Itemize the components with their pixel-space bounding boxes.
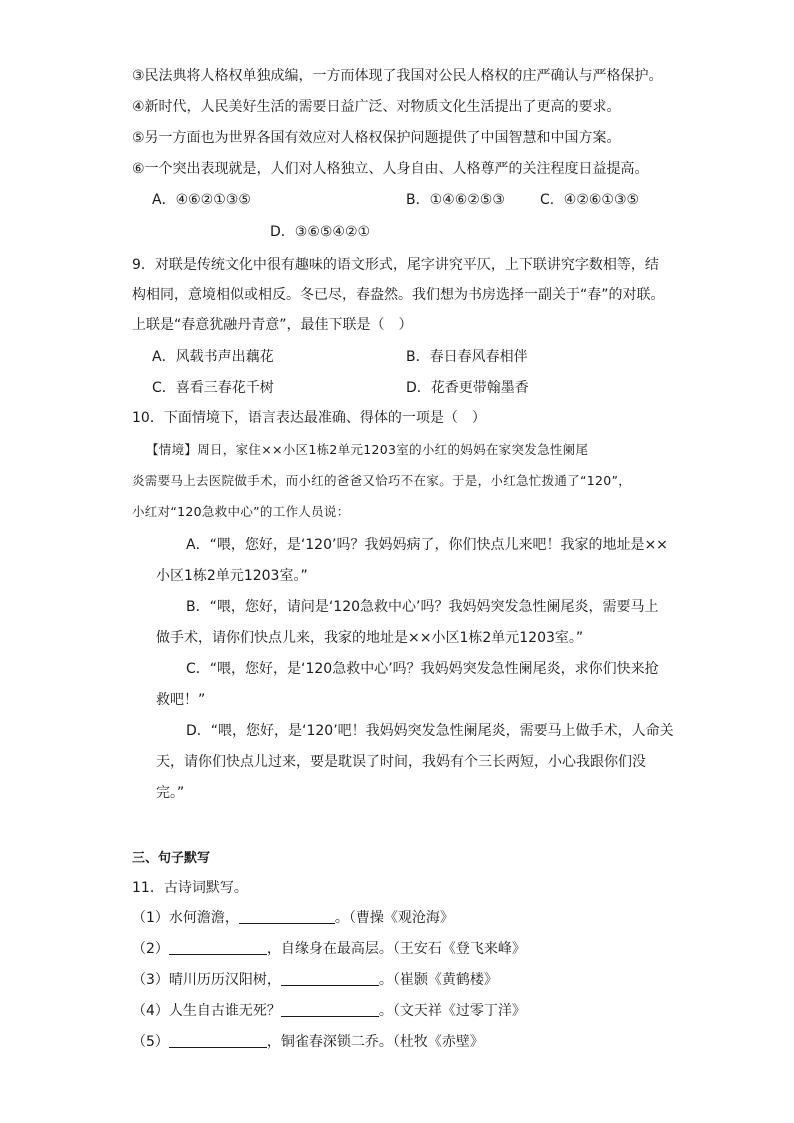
item-number: （2） bbox=[132, 941, 169, 957]
item-after-text: 。（崔颢《黄鹤楼》 bbox=[378, 972, 498, 988]
answer-blank[interactable] bbox=[281, 970, 379, 986]
item-before-text: 晴川历历汉阳树， bbox=[168, 972, 281, 988]
q10-option-c-line-2[interactable]: 救吧！” bbox=[156, 692, 206, 708]
item-number: （1） bbox=[132, 910, 169, 926]
item-number: （4） bbox=[132, 1003, 169, 1019]
q8-item-3: ③民法典将人格权单独成编，一方而体现了我国对公民人格权的庄严确认与严格保护。 bbox=[132, 68, 663, 84]
item-after-text: 。（曹操《观沧海》 bbox=[334, 910, 454, 926]
q10-stem: 10．下面情境下，语言表达最准确、得体的一项是（ ） bbox=[132, 410, 486, 426]
q10-option-c-line-1[interactable]: C．“喂，您好，是‘120急救中心’吗？我妈妈突发急性阑尾炎，求你们快来抢 bbox=[186, 661, 659, 677]
answer-blank[interactable] bbox=[281, 1001, 379, 1017]
q10-option-a-line-2[interactable]: 小区1栋2单元1203室。” bbox=[156, 568, 308, 584]
q9-stem-line-2: 构相同，意境相似或相反。冬已尽，春盎然。我们想为书房选择一副关于“春”的对联。 bbox=[132, 287, 665, 303]
q9-option-a[interactable]: A．风载书声出藕花 bbox=[152, 349, 274, 365]
q11-item-5 bbox=[132, 1032, 484, 1052]
q8-option-b[interactable]: B．①④⑥②⑤③ bbox=[406, 192, 505, 208]
q8-item-4: ④新时代，人民美好生活的需要日益广泛、对物质文化生活提出了更高的要求。 bbox=[132, 99, 621, 115]
section-3-title: 三、句子默写 bbox=[132, 851, 211, 866]
q10-option-b-line-1[interactable]: B．“喂，您好，请问是‘120急救中心’吗？我妈妈突发急性阑尾炎，需要马上 bbox=[186, 599, 659, 615]
item-after-text: 。（文天祥《过零丁洋》 bbox=[378, 1003, 526, 1019]
q10-option-a-line-1[interactable]: A．“喂，您好，是‘120’吗？我妈妈病了，你们快点儿来吧！我家的地址是×× bbox=[186, 537, 668, 553]
item-before-text: 水何澹澹， bbox=[168, 910, 239, 926]
q9-option-b[interactable]: B．春日春风春相伴 bbox=[406, 349, 528, 365]
q9-option-c[interactable]: C．喜看三春花千树 bbox=[152, 380, 274, 396]
answer-blank[interactable] bbox=[239, 908, 335, 924]
item-before-text: 人生自古谁无死？ bbox=[168, 1003, 281, 1019]
q9-stem-line-1: 9．对联是传统文化中很有趣味的语文形式，尾字讲究平仄，上下联讲究字数相等，结 bbox=[132, 257, 659, 273]
q8-option-c[interactable]: C．④②⑥①③⑤ bbox=[540, 192, 640, 208]
q10-option-b-line-2[interactable]: 做手术，请你们快点儿来，我家的地址是××小区1栋2单元1203室。” bbox=[156, 630, 584, 646]
q11-item-3 bbox=[132, 970, 498, 990]
answer-blank[interactable] bbox=[169, 939, 267, 955]
q8-option-d[interactable]: D．③⑥⑤④②① bbox=[270, 224, 371, 240]
q11-item-4 bbox=[132, 1001, 526, 1021]
item-after-text: ，铜雀春深锁二乔。（杜牧《赤壁》 bbox=[266, 1034, 484, 1050]
q10-context-line-3: 小红对“120急救中心”的工作人员说： bbox=[132, 504, 350, 519]
answer-blank[interactable] bbox=[169, 1032, 267, 1048]
q10-option-d-line-2[interactable]: 天，请你们快点儿过来，要是耽误了时间，我妈有个三长两短，小心我跟你们没 bbox=[156, 754, 646, 770]
q10-option-d-line-1[interactable]: D．“喂，您好，是‘120’吧！我妈妈突发急性阑尾炎，需要马上做手术，人命关 bbox=[186, 723, 674, 739]
q10-option-d-line-3[interactable]: 完。” bbox=[156, 785, 185, 801]
item-after-text: ，自缘身在最高层。（王安石《登飞来峰》 bbox=[266, 941, 526, 957]
q8-item-6: ⑥一个突出表现就是，人们对人格独立、人身自由、人格尊严的关注程度日益提高。 bbox=[132, 161, 649, 177]
q11-stem: 11．古诗词默写。 bbox=[132, 880, 248, 896]
q11-item-2 bbox=[132, 939, 526, 959]
item-number: （3） bbox=[132, 972, 169, 988]
q8-item-5: ⑤另一方面也为世界各国有效应对人格权保护问题提供了中国智慧和中国方案。 bbox=[132, 130, 621, 146]
q10-context-line-1: 【情境】周日，家住××小区1栋2单元1203室的小红的妈妈在家突发急性阑尾 bbox=[146, 442, 589, 457]
q8-option-a[interactable]: A．④⑥②①③⑤ bbox=[152, 192, 251, 208]
item-number: （5） bbox=[132, 1034, 169, 1050]
q10-context-line-2: 炎需要马上去医院做手术，而小红的爸爸又恰巧不在家。于是，小红急忙拨通了“120”， bbox=[132, 473, 632, 488]
q11-item-1 bbox=[132, 908, 454, 928]
q9-stem-line-3: 上联是“春意犹融丹青意”，最佳下联是（ ） bbox=[132, 317, 413, 333]
q9-option-d[interactable]: D．花香更带翰墨香 bbox=[406, 380, 529, 396]
